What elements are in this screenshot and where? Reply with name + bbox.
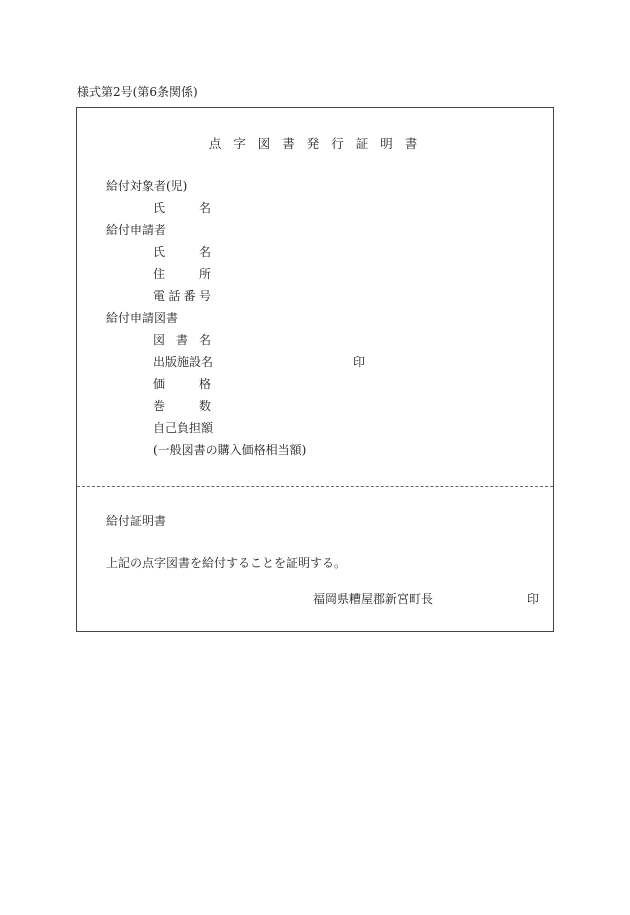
form-number: 様式第2号(第6条関係) (77, 85, 198, 99)
certification-statement: 上記の点字図書を給付することを証明する。 (106, 556, 347, 570)
label-book-title: 図書名 (153, 333, 211, 347)
label-applicant-name: 氏名 (153, 245, 211, 259)
certification-heading: 給付証明書 (106, 514, 167, 528)
section-recipient: 給付対象者(児) (106, 179, 188, 193)
certificate-frame (76, 107, 554, 632)
label-self-pay-note: (一般図書の購入価格相当額) (153, 443, 307, 457)
publisher-seal-mark: 印 (353, 355, 366, 369)
section-applicant: 給付申請者 (106, 223, 167, 237)
section-book: 給付申請図書 (106, 311, 179, 325)
label-publisher: 出版施設名 (153, 355, 214, 369)
certificate-title: 点字図書発行証明書 (208, 136, 430, 151)
label-applicant-phone: 電話番号 (153, 289, 211, 303)
label-recipient-name: 氏名 (153, 201, 211, 215)
issuer-seal-mark: 印 (527, 592, 540, 606)
issuer-name: 福岡県糟屋郡新宮町長 (313, 592, 434, 606)
label-self-pay: 自己負担額 (153, 421, 214, 435)
label-applicant-address: 住所 (153, 267, 211, 281)
cut-line (77, 486, 553, 487)
label-price: 価格 (153, 377, 211, 391)
label-volumes: 巻数 (153, 399, 211, 413)
